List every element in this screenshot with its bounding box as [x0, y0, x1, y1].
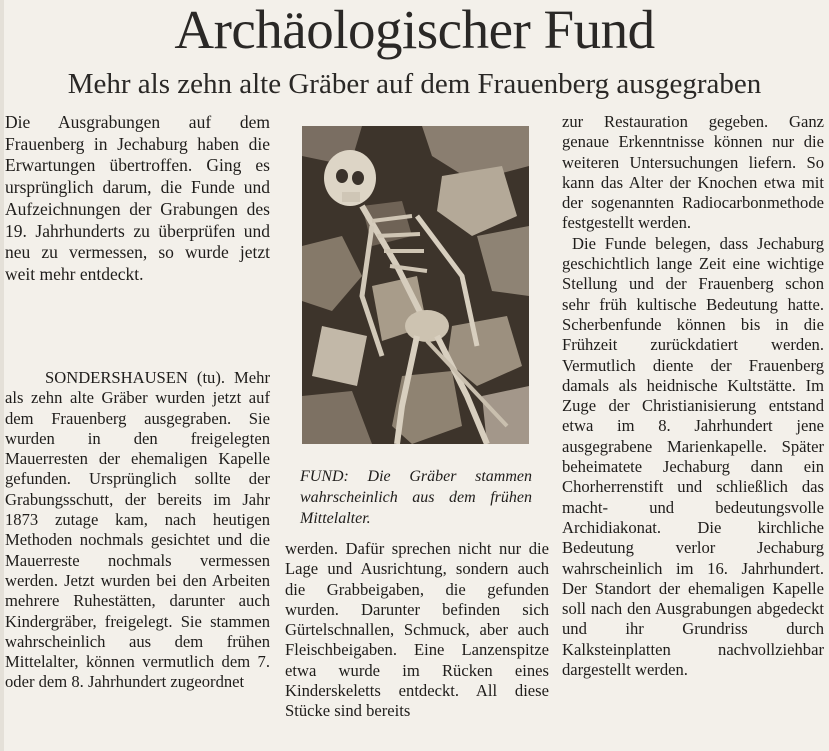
- body-text-col3-p1: zur Restauration gegeben. Ganz genaue Erkenntnisse können nur die weiteren Untersuchungen liefern. So kann das Alter der Knochen etwa mit der sogenannten Radiocarbonmethode festgestellt werden.: [562, 112, 824, 233]
- body-text-col3-p2: Die Funde belegen, dass Jechaburg geschichtlich lange Zeit eine wichtige Stellung und der Frauenberg schon sehr früh kultische Bedeutung hatte. Scherbenfunde können bis in die Frühzeit zurückdatiert werden. Vermutlich diente der Frauenberg damals als heidnische Kultstätte. Im Zuge der Christianisierung entstand etwa im 8. Jahrhundert jene ausgegrabene Marienkapelle. Später beheimatete Jechaburg dann ein Chorherrenstift und schließlich das macht- und bedeutungsvolle Archidiakonat. Die kirchliche Bedeutung verlor Jechaburg wahrscheinlich im 16. Jahrhundert. Der Standort der ehemaligen Kapelle soll nach den Ausgrabungen abgedeckt und ihr Grundriss durch Kalksteinplatten nachvollziehbar dargestellt werden.: [562, 233, 824, 680]
- body-text-col2: werden. Dafür sprechen nicht nur die Lage und Ausrichtung, sondern auch die Grabbeigaben, die gefunden wurden. Darunter befinden sich Gürtelschnallen, Schmuck, aber auch Fleischbeigaben. Eine Lanzenspitze etwa wurde im Rücken eines Kinderskeletts entdeckt. All diese Stücke sind bereits: [285, 539, 549, 721]
- scan-edge: [0, 0, 4, 751]
- article-column-3: [562, 112, 824, 680]
- headline: Archäologischer Fund: [174, 0, 655, 60]
- subheadline: Mehr als zehn alte Gräber auf dem Frauenberg ausgegraben: [67, 68, 762, 100]
- intro-text: Die Ausgrabungen auf dem Frauenberg in Jechaburg haben die Erwartungen übertroffen. Ging es ursprünglich darum, die Funde und Aufzeichnungen der Grabungen des 19. Jahrhunderts zu überprüfen und neu zu vermessen, so wurde jetzt weit mehr entdeckt.: [5, 112, 270, 284]
- intro-paragraph: [5, 112, 270, 286]
- photo-caption: FUND: Die Gräber stammen wahrscheinlich aus dem frühen Mittelalter.: [300, 468, 532, 527]
- article-column-2: [285, 539, 549, 722]
- body-text-col1: SONDERSHAUSEN (tu). Mehr als zehn alte Gräber wurden jetzt auf dem Frauenberg ausgegraben. Sie wurden in den freigelegten Mauerresten der ehemaligen Kapelle gefunden. Ursprünglich sollte der Grabungsschutt, der bereits im Jahr 1873 zutage kam, nach heutigen Methoden nochmals gesichtet und die Mauerreste nochmals vermessen werden. Jetzt wurden bei den Arbeiten mehrere Ruhestätten, darunter auch Kindergräber, freigelegt. Sie stammen wahrscheinlich aus dem frühen Mittelalter, können vermutlich dem 7. oder dem 8. Jahrhundert zugeordnet: [5, 368, 270, 692]
- article-column-1: [5, 368, 270, 693]
- excavation-photo: [302, 126, 529, 444]
